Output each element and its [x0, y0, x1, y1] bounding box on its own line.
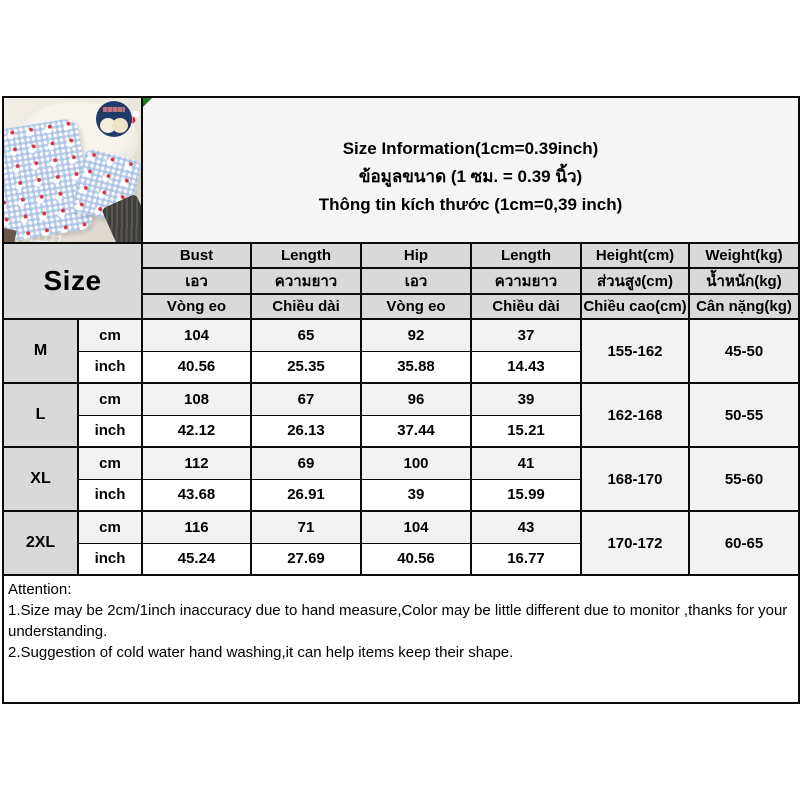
value-cell: 71: [251, 511, 361, 543]
header-length-2: Length: [471, 243, 581, 268]
title-block: [143, 121, 798, 219]
weight-range-cell: 60-65: [689, 511, 799, 575]
title-vietnamese: Thông tin kích thước (1cm=0,39 inch): [318, 195, 623, 214]
value-cell: 26.13: [251, 415, 361, 447]
value-cell: 104: [361, 511, 471, 543]
attention-note-1: 1.Size may be 2cm/1inch inaccuracy due to hand measure,Color may be little different due to monitor ,thanks for your understanding.: [8, 602, 788, 640]
unit-label: cm: [78, 447, 142, 479]
value-cell: 26.91: [251, 479, 361, 511]
header-height-vi: Chiều cao(cm): [581, 294, 689, 319]
title-cell: [142, 97, 799, 243]
value-cell: 15.21: [471, 415, 581, 447]
value-cell: 112: [142, 447, 251, 479]
attention-notes: [3, 575, 799, 703]
header-length-2-vi: Chiều dài: [471, 294, 581, 319]
height-range-cell: 155-162: [581, 319, 689, 383]
value-cell: 67: [251, 383, 361, 415]
unit-label: inch: [78, 479, 142, 511]
header-length: Length: [251, 243, 361, 268]
product-photo-cell: [3, 97, 142, 243]
weight-range-cell: 55-60: [689, 447, 799, 511]
value-cell: 37.44: [361, 415, 471, 447]
value-cell: 43: [471, 511, 581, 543]
header-bust-vi: Vòng eo: [142, 294, 251, 319]
value-cell: 39: [361, 479, 471, 511]
header-hip: Hip: [361, 243, 471, 268]
size-label: M: [3, 319, 78, 383]
unit-label: cm: [78, 319, 142, 351]
cell-corner-flag-icon: [143, 98, 152, 107]
unit-label: cm: [78, 511, 142, 543]
attention-heading: Attention:: [8, 581, 72, 598]
value-cell: 40.56: [361, 543, 471, 575]
header-weight: Weight(kg): [689, 243, 799, 268]
header-hip-vi: Vòng eo: [361, 294, 471, 319]
height-range-cell: 162-168: [581, 383, 689, 447]
value-cell: 14.43: [471, 351, 581, 383]
value-cell: 42.12: [142, 415, 251, 447]
value-cell: 69: [251, 447, 361, 479]
header-bust-th: เอว: [142, 268, 251, 294]
unit-label: inch: [78, 415, 142, 447]
value-cell: 27.69: [251, 543, 361, 575]
brand-logo-badge: [96, 101, 132, 137]
value-cell: 45.24: [142, 543, 251, 575]
size-header: Size: [3, 243, 142, 319]
header-length-th: ความยาว: [251, 268, 361, 294]
value-cell: 100: [361, 447, 471, 479]
size-chart-table: [2, 96, 800, 704]
header-length-2-th: ความยาว: [471, 268, 581, 294]
logo-bun-shape: [112, 118, 128, 133]
unit-label: inch: [78, 543, 142, 575]
value-cell: 108: [142, 383, 251, 415]
value-cell: 39: [471, 383, 581, 415]
weight-range-cell: 50-55: [689, 383, 799, 447]
unit-label: inch: [78, 351, 142, 383]
logo-text-marks: [103, 107, 125, 112]
attention-note-2: 2.Suggestion of cold water hand washing,it can help items keep their shape.: [8, 644, 514, 661]
value-cell: 104: [142, 319, 251, 351]
header-bust: Bust: [142, 243, 251, 268]
value-cell: 43.68: [142, 479, 251, 511]
value-cell: 116: [142, 511, 251, 543]
header-height: Height(cm): [581, 243, 689, 268]
size-label: L: [3, 383, 78, 447]
size-label: XL: [3, 447, 78, 511]
value-cell: 92: [361, 319, 471, 351]
weight-range-cell: 45-50: [689, 319, 799, 383]
height-range-cell: 168-170: [581, 447, 689, 511]
product-photo: [4, 98, 141, 242]
header-height-th: ส่วนสูง(cm): [581, 268, 689, 294]
header-weight-th: น้ำหนัก(kg): [689, 268, 799, 294]
header-weight-vi: Cân nặng(kg): [689, 294, 799, 319]
header-length-vi: Chiều dài: [251, 294, 361, 319]
value-cell: 16.77: [471, 543, 581, 575]
value-cell: 41: [471, 447, 581, 479]
header-hip-th: เอว: [361, 268, 471, 294]
value-cell: 35.88: [361, 351, 471, 383]
value-cell: 25.35: [251, 351, 361, 383]
value-cell: 15.99: [471, 479, 581, 511]
value-cell: 96: [361, 383, 471, 415]
height-range-cell: 170-172: [581, 511, 689, 575]
size-label: 2XL: [3, 511, 78, 575]
unit-label: cm: [78, 383, 142, 415]
value-cell: 65: [251, 319, 361, 351]
value-cell: 37: [471, 319, 581, 351]
value-cell: 40.56: [142, 351, 251, 383]
title-english: Size Information(1cm=0.39inch): [342, 139, 599, 158]
title-thai: ข้อมูลขนาด (1 ซม. = 0.39 นิ้ว): [358, 167, 583, 186]
